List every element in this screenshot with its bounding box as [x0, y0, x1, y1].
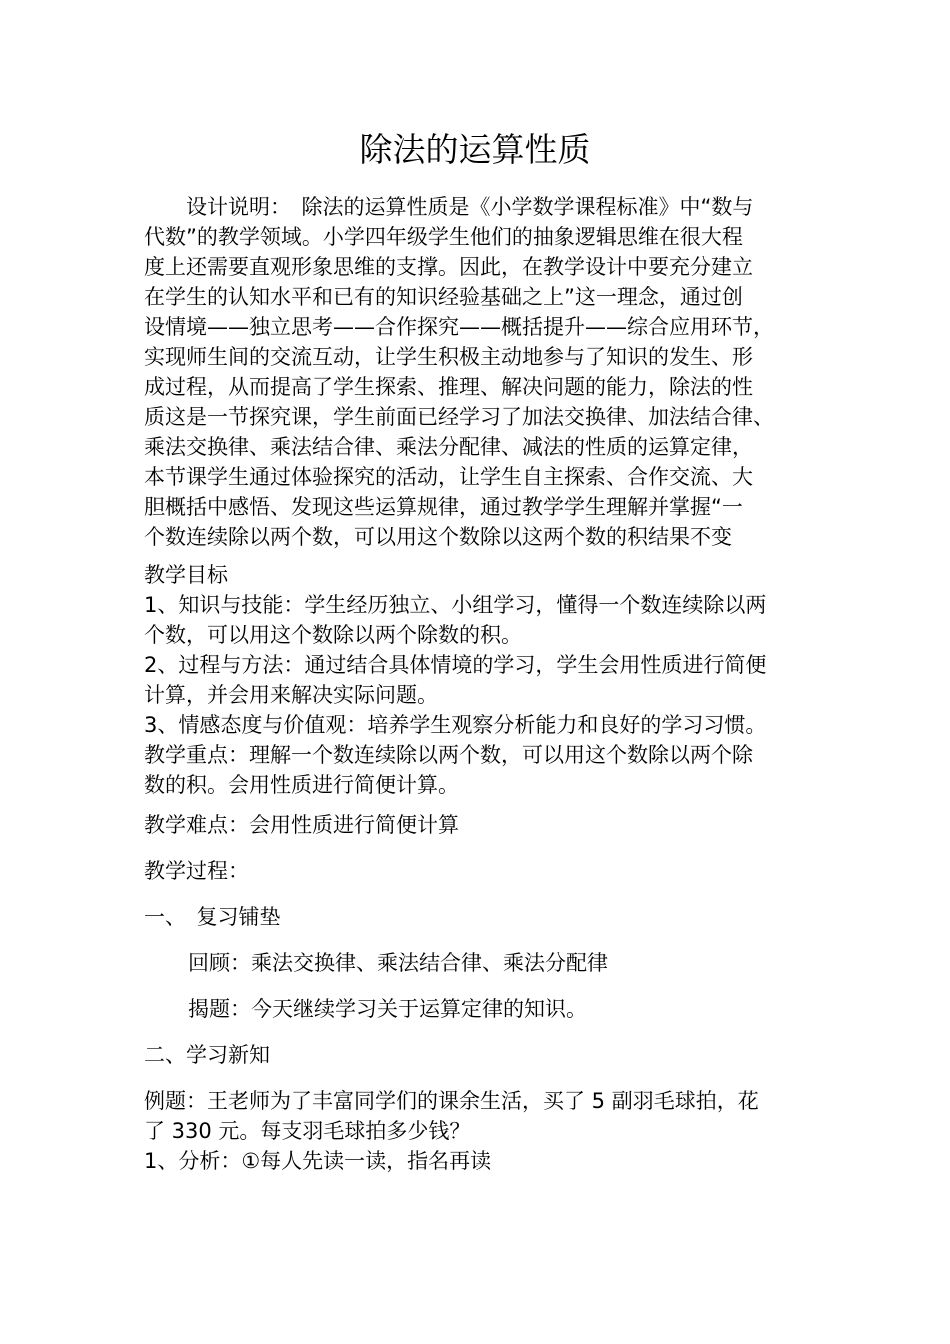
- page-title: 除法的运算性质: [359, 130, 591, 169]
- example-line: 1、分析：①每人先读一读，指名再读: [144, 1149, 492, 1173]
- example-problem: [144, 1086, 824, 1176]
- goal-line: 1、知识与技能：学生经历独立、小组学习，懂得一个数连续除以两: [144, 593, 767, 617]
- intro-line: 度上还需要直观形象思维的支撑。因此，在教学设计中要充分建立: [144, 255, 753, 279]
- goal-line: 教学重点：理解一个数连续除以两个数，可以用这个数除以两个除: [144, 743, 753, 767]
- example-line: 例题：王老师为了丰富同学们的课余生活，买了 5 副羽毛球拍，花: [144, 1089, 759, 1113]
- goal-line: 数的积。会用性质进行简便计算。: [144, 773, 459, 797]
- intro-line: 个数连续除以两个数，可以用这个数除以这两个数的积结果不变: [144, 525, 732, 549]
- goals-heading: 教学目标: [144, 563, 228, 587]
- intro-line: 成过程，从而提高了学生探索、推理、解决问题的能力，除法的性: [144, 375, 753, 399]
- intro-line: 胆概括中感悟、发现这些运算规律，通过教学学生理解并掌握“一: [144, 495, 743, 519]
- goal-line: 计算，并会用来解决实际问题。: [144, 683, 438, 707]
- intro-line: 质这是一节探究课，学生前面已经学习了加法交换律、加法结合律、: [144, 405, 774, 429]
- review-line: 回顾：乘法交换律、乘法结合律、乘法分配律: [188, 951, 608, 975]
- goal-line: 2、过程与方法：通过结合具体情境的学习，学生会用性质进行简便: [144, 653, 767, 677]
- goal-line: 个数，可以用这个数除以两个除数的积。: [144, 623, 522, 647]
- teaching-difficulty: 教学难点：会用性质进行简便计算: [144, 813, 459, 837]
- intro-line: 代数”的教学领域。小学四年级学生他们的抽象逻辑思维在很大程: [144, 225, 743, 249]
- intro-line: 设情境——独立思考——合作探究——概括提升——综合应用环节，: [144, 315, 774, 339]
- example-line: 了 330 元。每支羽毛球拍多少钱？: [144, 1119, 471, 1143]
- teaching-goals: [144, 560, 824, 800]
- design-description: [144, 192, 824, 552]
- intro-line: 设计说明： 除法的运算性质是《小学数学课程标准》中“数与: [144, 195, 754, 219]
- intro-line: 乘法交换律、乘法结合律、乘法分配律、减法的性质的运算定律，: [144, 435, 753, 459]
- goal-line: 3、情感态度与价值观：培养学生观察分析能力和良好的学习习惯。: [144, 713, 767, 737]
- section2-heading: 二、学习新知: [144, 1043, 270, 1067]
- intro-line: 本节课学生通过体验探究的活动，让学生自主探索、合作交流、大: [144, 465, 753, 489]
- intro-line: 在学生的认知水平和已有的知识经验基础之上”这一理念，通过创: [144, 285, 743, 309]
- reveal-line: 揭题：今天继续学习关于运算定律的知识。: [188, 997, 587, 1021]
- intro-line: 实现师生间的交流互动，让学生积极主动地参与了知识的发生、形: [144, 345, 753, 369]
- process-heading: 教学过程：: [144, 859, 249, 883]
- section1-heading: 一、 复习铺垫: [144, 905, 281, 929]
